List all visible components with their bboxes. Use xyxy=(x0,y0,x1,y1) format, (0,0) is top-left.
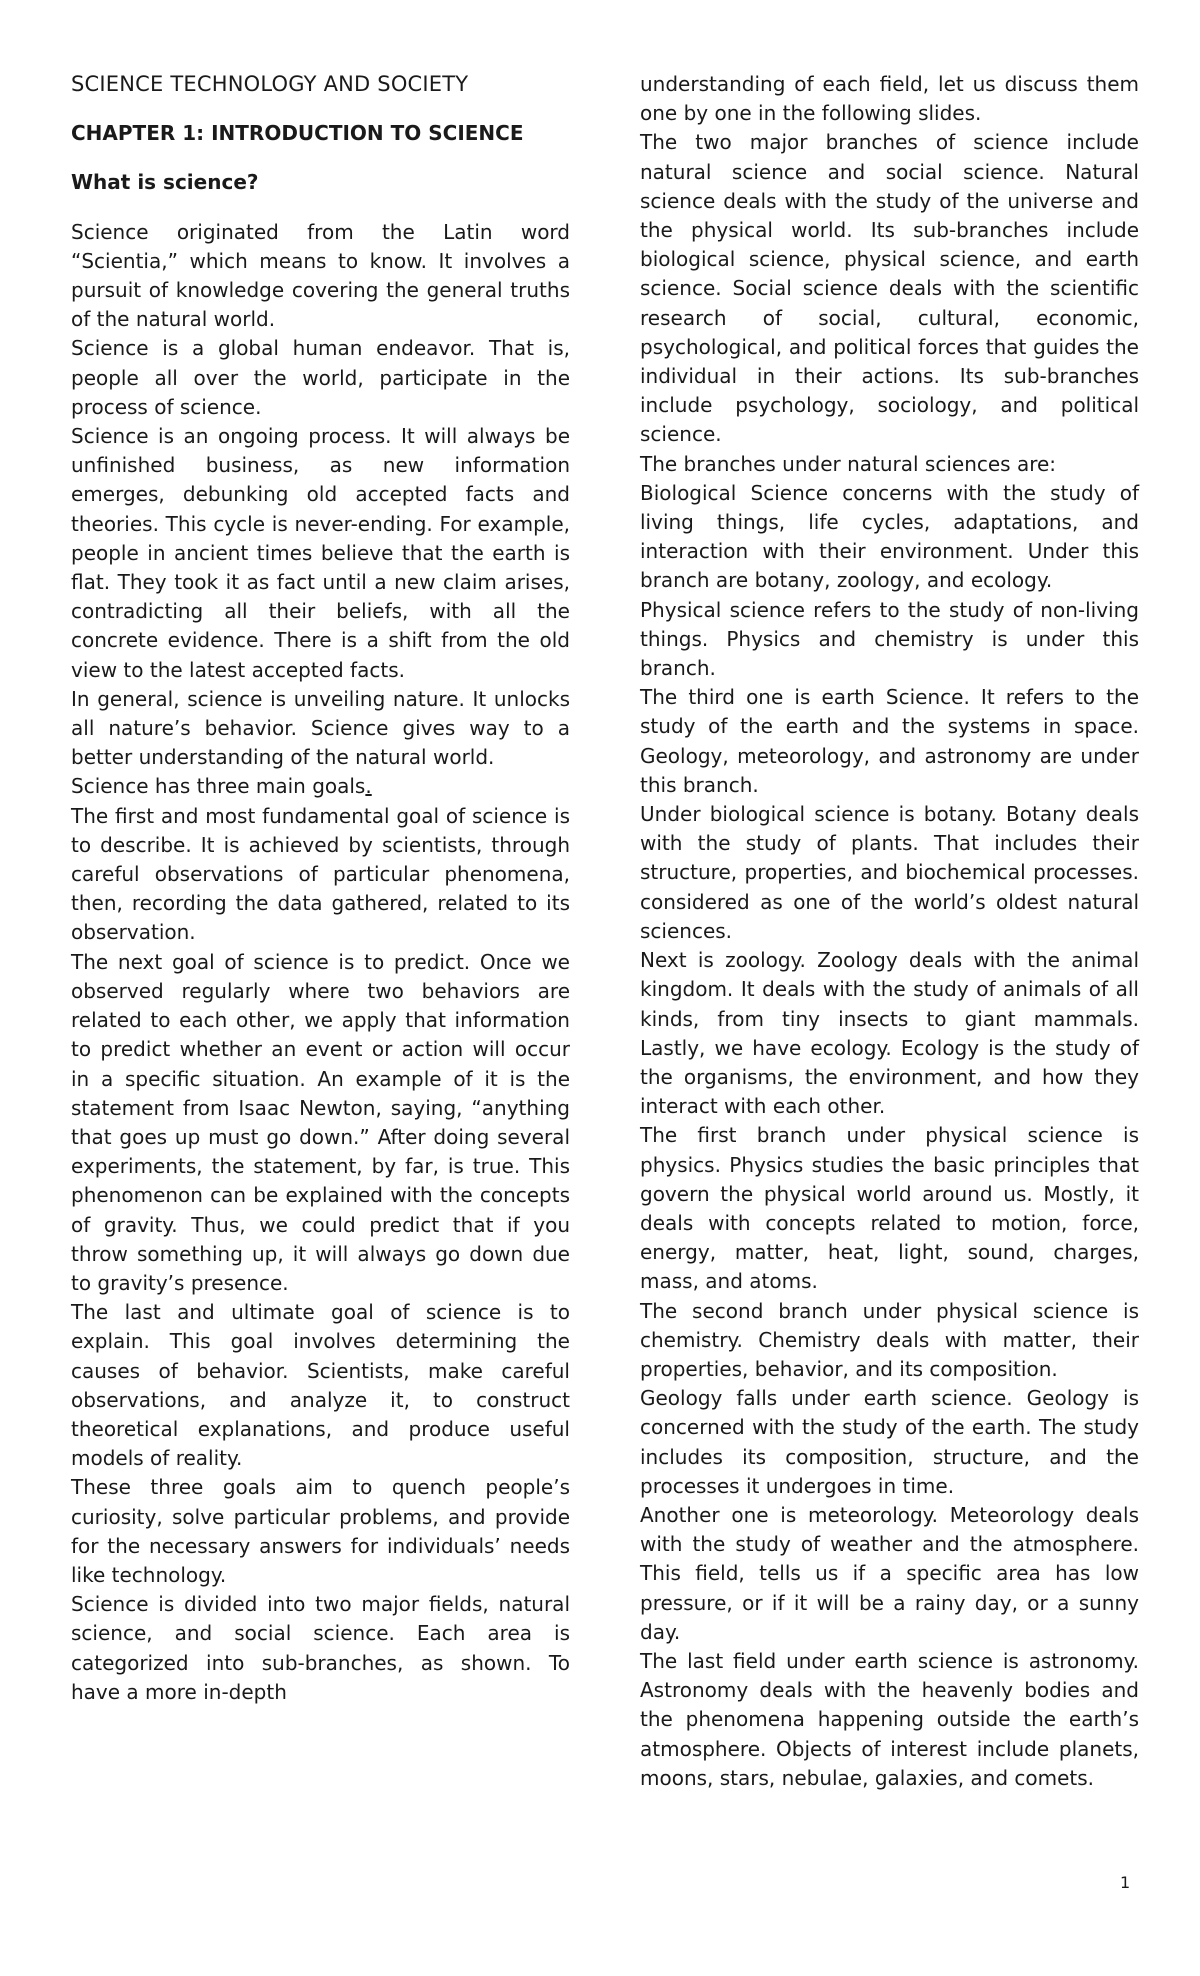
paragraph-zoology-ecology: Next is zoology. Zoology deals with the animal kingdom. It deals with the study of animals of all kinds, from tiny insects to giant mammals. Lastly, we have ecology. Ecology is the study of the organisms, the environment, and how they interact with each other. xyxy=(640,948,1139,1119)
paragraph-chemistry: The second branch under physical science is chemistry. Chemistry deals with matter, their properties, behavior, and its composition. xyxy=(640,1298,1139,1381)
three-goals-text: Science has three main goals xyxy=(71,774,366,799)
paragraph-goals-aim: These three goals aim to quench people’s curiosity, solve particular problems, and provide for the necessary answers for individuals’ needs like technology. xyxy=(71,1475,570,1587)
paragraph-physics: The first branch under physical science is physics. Physics studies the basic principles that govern the physical world around us. Mostly, it deals with concepts related to motion, force, energy, matter, heat, light, sound, charges, mass, and atoms. xyxy=(640,1123,1139,1294)
paragraph-astronomy: The last field under earth science is astronomy. Astronomy deals with the heavenly bodies and the phenomena happening outside the earth’s atmosphere. Objects of interest include planets, moons, stars, nebulae, galaxies, and comets. xyxy=(640,1648,1139,1790)
paragraph-earth-science: The third one is earth Science. It refers to the study of the earth and the systems in space. Geology, meteorology, and astronomy are under this branch. xyxy=(640,685,1139,797)
chapter-heading: CHAPTER 1: INTRODUCTION TO SCIENCE xyxy=(71,121,524,146)
paragraph-biological-science: Biological Science concerns with the study of living things, life cycles, adaptations, and interaction with their environment. Under this branch are botany, zoology, and ecology. xyxy=(640,480,1139,593)
paragraph-unveiling-nature: In general, science is unveiling nature. It unlocks all nature’s behavior. Science gives way to a better understanding of the natural world. xyxy=(71,686,570,770)
paragraph-understanding-fields: understanding of each field, let us discuss them one by one in the following slides. xyxy=(640,72,1139,126)
paragraph-science-origin: Science originated from the Latin word “Scientia,” which means to know. It involves a pursuit of knowledge covering the general truths of the natural world. xyxy=(71,219,570,332)
section-heading: What is science? xyxy=(71,170,259,195)
paragraph-goal-explain: The last and ultimate goal of science is to explain. This goal involves determining the causes of behavior. Scientists, make careful observations, and analyze it, to construct theoretical explanations, and produce useful models of reality. xyxy=(71,1300,570,1471)
paragraph-major-branches: The two major branches of science include natural science and social science. Natural science deals with the study of the universe and the physical world. Its sub-branches include biological science, physical science, and earth science. Social science deals with the scientific research of social, cultural, economic, psychological, and political forces that guides the individual in their actions. Its sub-branches include psychology, sociology, and political science. xyxy=(640,130,1139,447)
three-goals-period: . xyxy=(365,774,372,799)
paragraph-three-goals xyxy=(71,772,570,801)
paragraph-goal-describe: The first and most fundamental goal of science is to describe. It is achieved by scientists, through careful observations of particular phenomena, then, recording the data gathered, related to its observation. xyxy=(71,803,570,945)
right-column xyxy=(640,70,1139,1793)
paragraph-physical-science: Physical science refers to the study of non-living things. Physics and chemistry is under this branch. xyxy=(640,597,1139,681)
paragraph-geology: Geology falls under earth science. Geology is concerned with the study of the earth. The study includes its composition, structure, and the processes it undergoes in time. xyxy=(640,1386,1139,1498)
page-number: 1 xyxy=(1120,1873,1131,1892)
paragraph-two-fields: Science is divided into two major fields, natural science, and social science. Each area is categorized into sub-branches, as shown. To have a more in-depth xyxy=(71,1592,570,1704)
paragraph-botany: Under biological science is botany. Botany deals with the study of plants. That includes their structure, properties, and biochemical processes. considered as one of the world’s oldest natural sciences. xyxy=(640,802,1139,943)
paragraph-ongoing-process: Science is an ongoing process. It will always be unfinished business, as new information emerges, debunking old accepted facts and theories. This cycle is never-ending. For example, people in ancient times believe that the earth is flat. They took it as fact until a new claim arises, contradicting all their beliefs, with all the concrete evidence. There is a shift from the old view to the latest accepted facts. xyxy=(71,424,570,682)
paragraph-goal-predict: The next goal of science is to predict. Once we observed regularly where two behaviors are related to each other, we apply that information to predict whether an event or action will occur in a specific situation. An example of it is the statement from Isaac Newton, saying, “anything that goes up must go down.” After doing several experiments, the statement, by far, is true. This phenomenon can be explained with the concepts of gravity. Thus, we could predict that if you throw something up, it will always go down due to gravity’s presence. xyxy=(71,949,570,1295)
document-title: SCIENCE TECHNOLOGY AND SOCIETY xyxy=(71,72,469,96)
paragraph-meteorology: Another one is meteorology. Meteorology deals with the study of weather and the atmosphere. This field, tells us if a specific area has low pressure, or if it will be a rainy day, or a sunny day. xyxy=(640,1502,1139,1644)
left-column xyxy=(71,70,570,1707)
paragraph-global-endeavor: Science is a global human endeavor. That is, people all over the world, participate in the process of science. xyxy=(71,336,570,419)
paragraph-natural-branches-intro: The branches under natural sciences are: xyxy=(640,451,1057,476)
